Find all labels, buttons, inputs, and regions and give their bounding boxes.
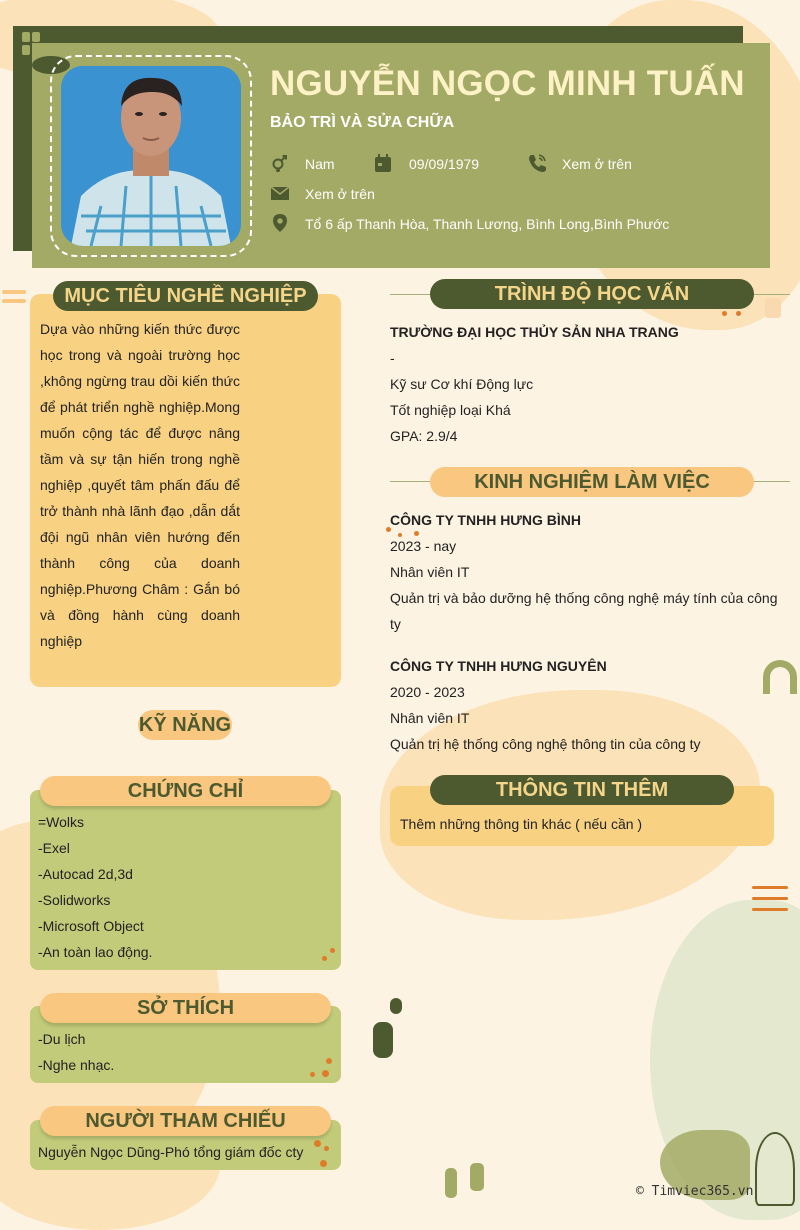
job-entry [390,653,780,757]
job-description: Quản trị hệ thống công nghệ thông tin của công ty [390,736,701,752]
calendar-icon [373,153,393,173]
gender-value: Nam [305,156,335,172]
gender-icon [270,153,290,173]
birthday-value: 09/09/1979 [409,156,480,172]
location-pin-icon [270,213,290,233]
job-position: Nhân viên IT [390,710,470,726]
objective-text: Dựa vào những kiến thức được học trong và ngoài trường học ,không ngừng trau dồi kiến thức để phát triển nghề nghiệp.Mong muốn cộng tác để được nâng tầm và sự tận hiến trong nghề nghiệp ,quyết tâm phấn đấu để trở thành nhà lãnh đạo ,dẫn dắt đội ngũ nhân viên hướng đến thành công của doanh nghiệp.Phương Châm : Gắn bó và đồng hành cùng doanh nghiệp [40,321,240,649]
hobbies-title: SỞ THÍCH [136,997,235,1019]
decor-leaf-bottom [445,1168,457,1198]
additional-text: Thêm những thông tin khác ( nếu cần ) [400,816,643,832]
references-title: NGƯỜI THAM CHIẾU [85,1110,286,1132]
avatar [61,66,241,246]
education-block [390,319,679,449]
education-heading [430,279,754,309]
list-item: -Solidworks [38,892,111,908]
objective-title: MỤC TIÊU NGHỀ NGHIỆP [64,285,307,307]
job-position: Nhân viên IT [390,564,470,580]
references-text: Nguyễn Ngọc Dũng-Phó tổng giám đốc cty [38,1144,304,1160]
decor-square [765,298,781,318]
phone-icon [527,153,547,173]
objective-heading [53,281,318,311]
email-value: Xem ở trên [305,186,375,202]
certificates-list [38,809,152,965]
phone-value: Xem ở trên [562,156,632,172]
decor-leaf-small [390,998,402,1014]
skills-heading [138,710,232,740]
job-company: CÔNG TY TNHH HƯNG BÌNH [390,512,582,528]
watermark: © Timviec365.vn [636,1184,754,1199]
education-gpa: GPA: 2.9/4 [390,428,458,444]
experience-heading [430,467,754,497]
references-heading [40,1106,331,1136]
decor-leaf-bottom-2 [470,1163,484,1191]
candidate-name: NGUYỄN NGỌC MINH TUẤN [270,64,745,103]
education-title: TRÌNH ĐỘ HỌC VẤN [494,283,690,305]
list-item: -Microsoft Object [38,918,144,934]
job-period: 2020 - 2023 [390,684,465,700]
decor-stripes-right [752,886,788,911]
decor-leaf-right [755,1132,795,1206]
list-item: -Exel [38,840,70,856]
list-item: -Autocad 2d,3d [38,866,133,882]
hobbies-list [38,1026,114,1078]
job-title: BẢO TRÌ VÀ SỬA CHỮA [270,114,455,131]
additional-title: THÔNG TIN THÊM [495,779,669,801]
school-name: TRƯỜNG ĐẠI HỌC THỦY SẢN NHA TRANG [390,324,679,340]
list-item: -Nghe nhạc. [38,1057,115,1073]
address-value: Tổ 6 ấp Thanh Hòa, Thanh Lương, Bình Long,Bình Phước [305,216,670,232]
job-company: CÔNG TY TNHH HƯNG NGUYÊN [390,658,607,674]
education-major: Kỹ sư Cơ khí Động lực [390,376,534,392]
hobbies-heading [40,993,331,1023]
job-entry [390,507,780,637]
certificates-title: CHỨNG CHỈ [127,780,244,802]
certificates-heading [40,776,331,806]
job-period: 2023 - nay [390,538,457,554]
email-icon [270,183,290,203]
decor-stripes-left [2,290,26,303]
decor-leaf-left [373,1022,393,1058]
education-period: - [390,350,395,366]
list-item: =Wolks [38,814,85,830]
experience-title: KINH NGHIỆM LÀM VIỆC [474,471,710,493]
education-grade: Tốt nghiệp loại Khá [390,402,511,418]
list-item: -Du lịch [38,1031,86,1047]
job-description: Quản trị và bảo dưỡng hệ thống công nghệ máy tính của công ty [390,590,778,632]
additional-heading [430,775,734,805]
list-item: -An toàn lao động. [38,944,153,960]
skills-title: KỸ NĂNG [138,714,232,736]
